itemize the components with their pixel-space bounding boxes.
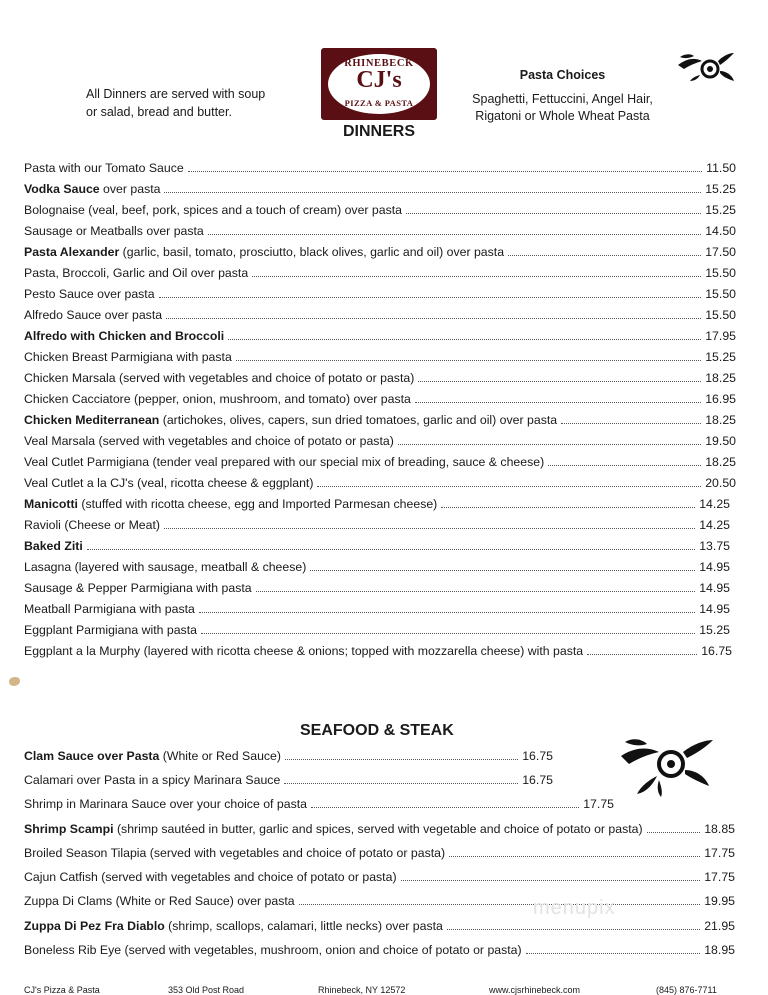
menu-item-price: 17.95 (705, 329, 736, 343)
footer-address: 353 Old Post Road (168, 985, 245, 995)
logo-oval (327, 53, 431, 115)
leader-dots (398, 433, 701, 445)
menu-item-price: 20.50 (705, 476, 736, 490)
leader-dots (159, 286, 702, 298)
leader-dots (201, 622, 695, 634)
leader-dots (401, 869, 701, 881)
menu-item-price: 16.75 (701, 644, 732, 658)
menu-item-name: Ravioli (Cheese or Meat) (24, 518, 160, 532)
menu-item-name: Chicken Marsala (served with vegetables and choice of potato or pasta) (24, 371, 415, 385)
leader-dots (87, 538, 695, 550)
menu-item-dinner-11 (24, 370, 736, 386)
menu-item-name: Sausage & Pepper Parmigiana with pasta (24, 581, 252, 595)
menu-item-seafood-1 (24, 748, 553, 764)
menu-item-price: 19.95 (704, 894, 735, 908)
pasta-choices-title: Pasta Choices (519, 68, 606, 82)
menu-item-name: Veal Marsala (served with vegetables and choice of potato or pasta) (24, 434, 394, 448)
menu-item-name: Baked Ziti (24, 539, 83, 553)
menu-item-seafood-2 (24, 772, 553, 788)
menu-item-dinner-18 (24, 517, 730, 533)
leader-dots (208, 223, 701, 235)
menu-item-dinner-2 (24, 181, 736, 197)
menu-item-name: Veal Cutlet Parmigiana (tender veal prepared with our special mix of breading, sauce & cheese) (24, 455, 545, 469)
menu-item-name: Broiled Season Tilapia (served with vegetables and choice of potato or pasta) (24, 846, 446, 860)
leader-dots (647, 821, 701, 833)
menu-item-dinner-12 (24, 391, 736, 407)
leader-dots (256, 580, 696, 592)
menu-item-seafood-9 (24, 942, 735, 958)
logo-bottom-text: PIZZA & PASTA (344, 98, 414, 108)
menu-item-dinner-8 (24, 307, 736, 323)
footer-phone: (845) 876-7711 (656, 985, 717, 995)
menu-item-dinner-15 (24, 454, 736, 470)
leader-dots (561, 412, 701, 424)
menu-item-price: 14.95 (699, 602, 730, 616)
menu-item-name: Chicken Breast Parmigiana with pasta (24, 350, 232, 364)
intro-line-2: or salad, bread and butter. (86, 105, 232, 119)
menu-item-dinner-24 (24, 643, 732, 659)
menu-item-seafood-6 (24, 869, 735, 885)
leader-dots (164, 517, 695, 529)
menu-item-dinner-22 (24, 601, 730, 617)
leader-dots (526, 942, 701, 954)
menu-item-price: 21.95 (704, 919, 735, 933)
dinners-heading: DINNERS (342, 123, 415, 140)
footer-restaurant-name: CJ's Pizza & Pasta (24, 985, 100, 995)
menu-item-dinner-14 (24, 433, 736, 449)
menu-item-price: 17.50 (705, 245, 736, 259)
watermark-text: menupix (533, 897, 616, 919)
leader-dots (166, 307, 701, 319)
menu-item-price: 16.95 (705, 392, 736, 406)
menu-item-name: Vodka Sauce over pasta (24, 182, 161, 196)
leader-dots (252, 265, 701, 277)
menu-item-price: 16.75 (522, 773, 553, 787)
menu-item-name: Lasagna (layered with sausage, meatball & cheese) (24, 560, 307, 574)
leader-dots (236, 349, 701, 361)
menu-item-seafood-5 (24, 845, 735, 861)
leader-dots (228, 328, 701, 340)
menu-item-name: Clam Sauce over Pasta (White or Red Sauce) (24, 749, 281, 763)
floral-ornament-large-icon (619, 736, 715, 798)
floral-ornament-icon (676, 51, 736, 85)
menu-item-price: 15.25 (705, 182, 736, 196)
menu-item-name: Chicken Mediterranean (artichokes, olives, capers, sun dried tomatoes, garlic and oil) over pasta (24, 413, 558, 427)
menu-item-dinner-16 (24, 475, 736, 491)
leader-dots (164, 181, 701, 193)
menu-item-name: Pasta with our Tomato Sauce (24, 161, 184, 175)
menu-item-price: 14.95 (699, 581, 730, 595)
menu-item-name: Pasta, Broccoli, Garlic and Oil over pasta (24, 266, 249, 280)
menu-item-name: Pesto Sauce over pasta (24, 287, 155, 301)
leader-dots (449, 845, 700, 857)
leader-dots (199, 601, 695, 613)
menu-item-price: 13.75 (699, 539, 730, 553)
menu-item-dinner-3 (24, 202, 736, 218)
menu-item-dinner-1 (24, 160, 736, 176)
menu-item-price: 18.25 (705, 455, 736, 469)
leader-dots (311, 796, 579, 808)
leader-dots (284, 772, 518, 784)
menu-item-dinner-19 (24, 538, 730, 554)
menu-item-name: Sausage or Meatballs over pasta (24, 224, 204, 238)
menu-item-name: Bolognaise (veal, beef, pork, spices and a touch of cream) over pasta (24, 203, 402, 217)
logo-main-text: CJ's (356, 67, 402, 93)
leader-dots (188, 160, 702, 172)
leader-dots (587, 643, 697, 655)
menu-item-seafood-8 (24, 918, 735, 934)
menu-item-price: 15.50 (705, 308, 736, 322)
menu-item-price: 15.50 (705, 266, 736, 280)
menu-item-price: 14.95 (699, 560, 730, 574)
menu-item-price: 15.50 (705, 287, 736, 301)
leader-dots (441, 496, 695, 508)
menu-item-dinner-9 (24, 328, 736, 344)
leader-dots (285, 748, 518, 760)
menu-item-price: 18.25 (705, 371, 736, 385)
menu-item-price: 16.75 (522, 749, 553, 763)
menu-item-name: Chicken Cacciatore (pepper, onion, mushroom, and tomato) over pasta (24, 392, 411, 406)
menu-item-dinner-17 (24, 496, 730, 512)
seafood-steak-heading: SEAFOOD & STEAK (300, 722, 454, 739)
menu-item-dinner-10 (24, 349, 736, 365)
intro-line-1: All Dinners are served with soup (86, 87, 266, 101)
menu-item-name: Cajun Catfish (served with vegetables and choice of potato or pasta) (24, 870, 397, 884)
footer-city: Rhinebeck, NY 12572 (318, 985, 406, 995)
menu-item-name: Pasta Alexander (garlic, basil, tomato, prosciutto, black olives, garlic and oil) over pasta (24, 245, 505, 259)
menu-item-name: Veal Cutlet a la CJ's (veal, ricotta cheese & eggplant) (24, 476, 314, 490)
menu-item-seafood-7 (24, 893, 735, 909)
menu-item-seafood-4 (24, 821, 735, 837)
menu-item-dinner-7 (24, 286, 736, 302)
menu-item-dinner-23 (24, 622, 730, 638)
menu-item-price: 14.50 (705, 224, 736, 238)
intro-text (86, 85, 296, 121)
pasta-choices-line-1: Spaghetti, Fettuccini, Angel Hair, (472, 92, 653, 106)
restaurant-logo (321, 48, 437, 120)
menu-item-name: Boneless Rib Eye (served with vegetables, mushroom, onion and choice of potato or pasta) (24, 943, 522, 957)
leader-dots (299, 893, 701, 905)
logo-top-text: RHINEBECK (344, 58, 414, 69)
menu-item-name: Alfredo Sauce over pasta (24, 308, 163, 322)
menu-item-price: 18.25 (705, 413, 736, 427)
menu-item-name: Shrimp Scampi (shrimp sautéed in butter, garlic and spices, served with vegetable and choice of potato or pasta) (24, 822, 643, 836)
menu-item-price: 15.25 (699, 623, 730, 637)
leader-dots (415, 391, 701, 403)
menu-item-name: Eggplant Parmigiana with pasta (24, 623, 197, 637)
paper-stain (9, 677, 20, 686)
menu-item-dinner-21 (24, 580, 730, 596)
menu-item-price: 14.25 (699, 518, 730, 532)
menu-item-dinner-6 (24, 265, 736, 281)
pasta-choices (460, 67, 665, 125)
menu-item-name: Shrimp in Marinara Sauce over your choice of pasta (24, 797, 307, 811)
menu-item-name: Zuppa Di Pez Fra Diablo (shrimp, scallops, calamari, little necks) over pasta (24, 919, 443, 933)
footer-website-link[interactable]: www.cjsrhinebeck.com (489, 985, 581, 995)
leader-dots (406, 202, 701, 214)
menu-item-price: 14.25 (699, 497, 730, 511)
menu-item-name: Eggplant a la Murphy (layered with ricotta cheese & onions; topped with mozzarella cheese) with pasta (24, 644, 584, 658)
menu-item-price: 18.85 (704, 822, 735, 836)
menu-item-price: 15.25 (705, 350, 736, 364)
menu-item-price: 19.50 (705, 434, 736, 448)
menu-item-price: 17.75 (704, 846, 735, 860)
menu-item-dinner-20 (24, 559, 730, 575)
leader-dots (418, 370, 701, 382)
menu-item-name: Alfredo with Chicken and Broccoli (24, 329, 225, 343)
pasta-choices-line-2: Rigatoni or Whole Wheat Pasta (475, 109, 650, 123)
leader-dots (317, 475, 701, 487)
menu-item-price: 15.25 (705, 203, 736, 217)
leader-dots (548, 454, 701, 466)
menu-item-name: Meatball Parmigiana with pasta (24, 602, 195, 616)
menu-item-dinner-13 (24, 412, 736, 428)
menu-item-price: 17.75 (704, 870, 735, 884)
leader-dots (310, 559, 695, 571)
menu-item-name: Manicotti (stuffed with ricotta cheese, egg and Imported Parmesan cheese) (24, 497, 438, 511)
menu-item-dinner-4 (24, 223, 736, 239)
menu-item-dinner-5 (24, 244, 736, 260)
menu-item-price: 18.95 (704, 943, 735, 957)
menu-item-price: 11.50 (706, 161, 736, 175)
menu-item-name: Zuppa Di Clams (White or Red Sauce) over pasta (24, 894, 295, 908)
menu-item-name: Calamari over Pasta in a spicy Marinara Sauce (24, 773, 281, 787)
menu-item-seafood-3 (24, 796, 614, 812)
menu-item-price: 17.75 (583, 797, 614, 811)
leader-dots (508, 244, 701, 256)
